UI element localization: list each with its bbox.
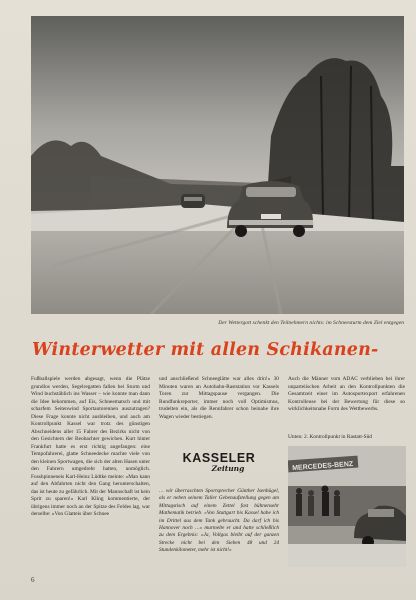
article-column-1	[31, 376, 150, 519]
page-number: 6	[31, 576, 35, 584]
article-column-3	[288, 376, 405, 414]
article-column-2	[159, 376, 279, 421]
checkpoint-scene	[288, 446, 406, 567]
small-photo-label: Unten: 2. Kontrollpunkt in Rastatt-Süd	[288, 434, 372, 440]
hero-photo	[31, 16, 404, 314]
article-headline: Winterwetter mit allen Schikanen-	[32, 340, 379, 360]
kasseler-zeitung-logo	[159, 452, 279, 480]
logo-sub-text: Zeitung	[211, 464, 245, 473]
photo-caption: Der Wettergott schenkt den Teilnehmern nichts: im Schneesturm dem Ziel entgegen	[218, 320, 404, 326]
logo-main-text: KASSELER	[182, 451, 256, 465]
column-1-text: Fußballspiele werden abgesagt, wenn die Plätze grundlos werden, Segelregatten fallen bei Sturm und Wind buchstäblich ins Wasser – wie konnte man dann die Idee bekommen, auf Eis, Schneematsch und mit scharfem Seitenwind Sportautorennen auszutragen? Diese Frage konnte nicht ausbleiben, und auch am Kontrollpunkt Kassel war trotz des günstigen Abschneidens aller 15 Fahrer des Bezirks nicht von den Gesichtern der Beobachter gewichen. Kurt hinter Frankfurt hatte es erst richtig angefangen: eine Tempofahrerei, glatte Schneedecke machte viele von den kleinen Sportwagen, die sich der alten Hasen unter den Fahrern umgedreht hatten, unmöglich. Fusshpinneneis Karl-Heinz Lüdtke meinte: »Man kann auf den Abfahrten nicht den Gang herunterschalten, das ist heute zu gefährlich. Mit der Mannschaft ist kein Sprit zu sparen!« Karl Kling kommentierte, der übrigens immer noch an der Spitze des Feldes lag, war derselbe: »Von Glatteis über Schnee	[31, 376, 150, 517]
mercedes-sign-text: MERCEDES-BENZ	[292, 460, 354, 473]
column-3-text: Auch die Männer vom ADAC verblieben bei ihrer unparteiischen Arbeit an den Kontrollpunkten die Gesamtzeit einer im Autosportexport erfahrenen Kontrolleuse bei der Bewertung für diese so wirklichkeitsnahe Form des Wettbewerbs.	[288, 376, 405, 412]
column-2-text: und anschließend Schneeglätte war alles drin!« 30 Minuten waren an Autobahn-Raststation vor Kassels Toren zur Mittagspause vergangen. Die Rundfunkreporter, immer noch voll Optimismus, trudelten ein, als die Rennfahrer schon beinahe ihre Wagen wieder bestiegen.	[159, 376, 279, 420]
newspaper-quote: … wir überraschten Sportsprecher Günther Isenbügel, als er neben seinem Taller Gebenaufstellung gegen am Mittagstisch auf einem Zettel fast bühnensehr Mathematik betrieb. »Von Stuttgart bis Kassel habe ich im Drittel aus dem Tank gebraucht. Da darf ich bis Hannover noch …« murmelte er und hatte schließlich zu dem Ergebnis: »Ja, Vollgas bleibt auf der ganzen Strecke nicht bei den Sieben 48 und 24 Stundenkilometer, mehr ist nicht!«	[159, 488, 279, 554]
winter-road-scene	[31, 16, 404, 314]
checkpoint-photo	[288, 446, 406, 567]
